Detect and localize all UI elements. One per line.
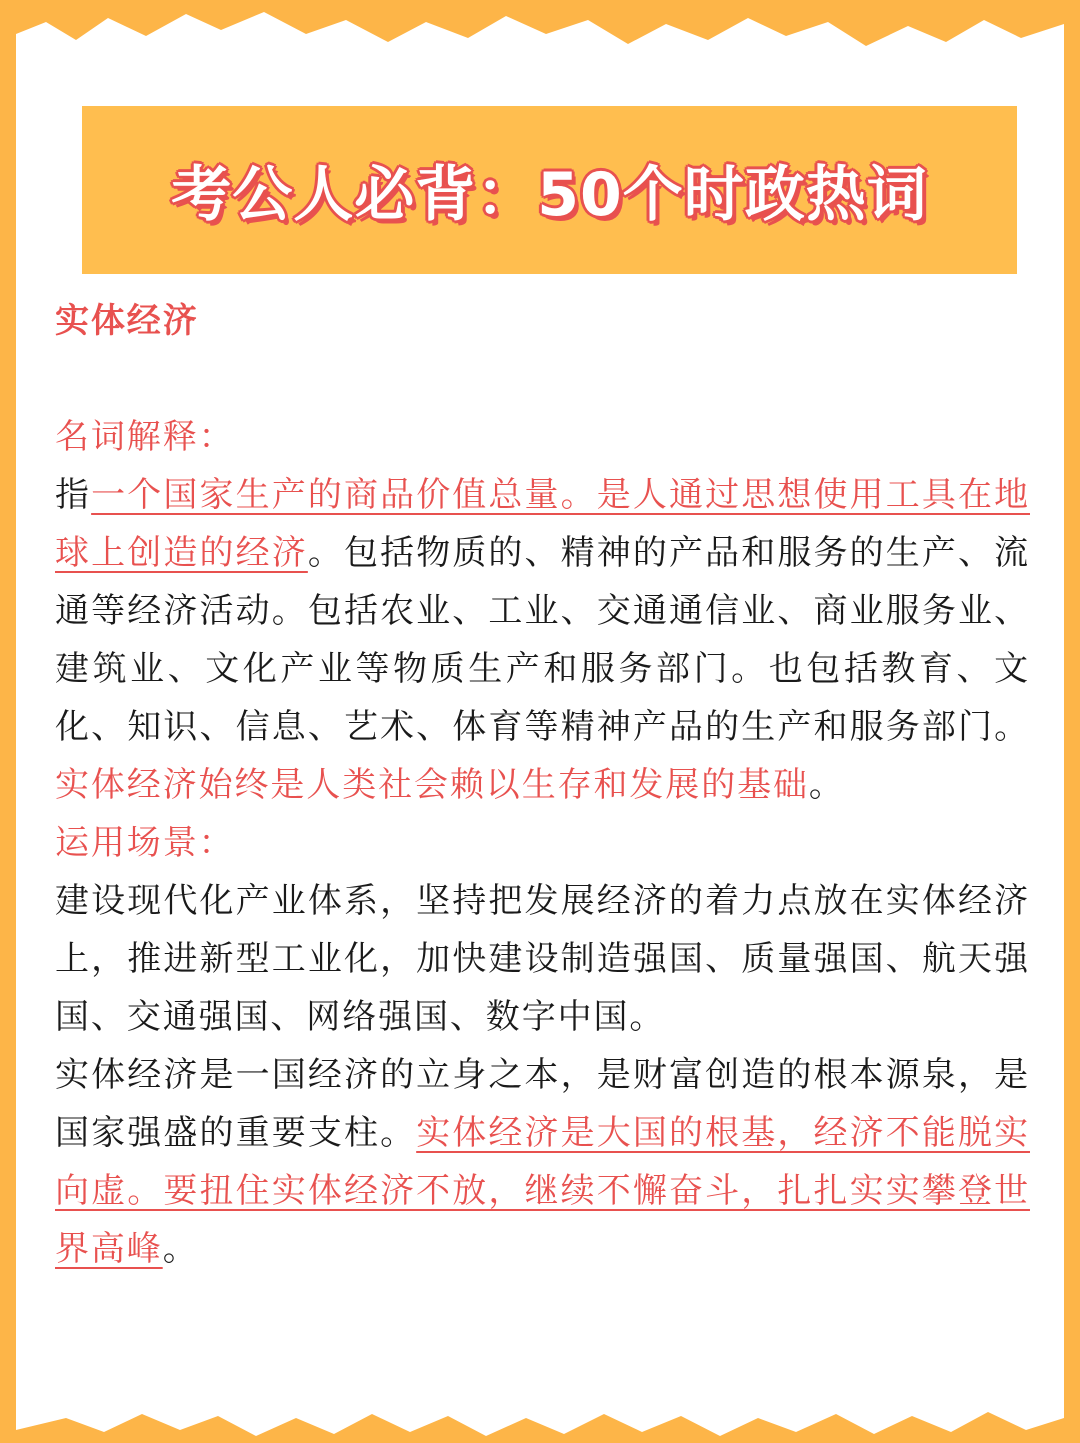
article-body	[55, 292, 1030, 1278]
definition-paragraph	[55, 466, 1030, 814]
definition-text-3: 。	[808, 765, 845, 805]
definition-text-1: 指	[55, 475, 92, 515]
definition-highlight-2: 实体经济始终是人类社会赖以生存和发展的基础	[55, 765, 809, 805]
section-title: 实体经济	[55, 301, 199, 341]
usage-paragraph-1: 建设现代化产业体系，坚持把发展经济的着力点放在实体经济上，推进新型工业化，加快建设制造强国、质量强国、航天强国、交通强国、网络强国、数字中国。	[55, 881, 1030, 1037]
usage-paragraph-2	[55, 1046, 1030, 1278]
definition-highlight-1: 一个国家生产的商品价值总量。是人通过思想使用工具在地球上创造的经济	[55, 475, 1030, 573]
title-banner	[82, 106, 1017, 274]
usage-label: 运用场景：	[55, 823, 235, 863]
usage-text: 实体经济是一国经济的立身之本，是财富创造的根本源泉，是国家强盛的重要支柱。	[55, 1055, 1030, 1153]
usage-highlight: 实体经济是大国的根基，经济不能脱实向虚。要扭住实体经济不放，继续不懈奋斗，扎扎实实攀登世界高峰	[55, 1113, 1030, 1269]
definition-text-2: 。包括物质的、精神的产品和服务的生产、流通等经济活动。包括农业、工业、交通通信业、商业服务业、建筑业、文化产业等物质生产和服务部门。也包括教育、文化、知识、信息、艺术、体育等精神产品的生产和服务部门。	[55, 533, 1030, 747]
usage-end: 。	[162, 1229, 199, 1269]
page-title: 考公人必背：50个时政热词	[171, 160, 928, 230]
definition-label: 名词解释：	[55, 417, 235, 457]
